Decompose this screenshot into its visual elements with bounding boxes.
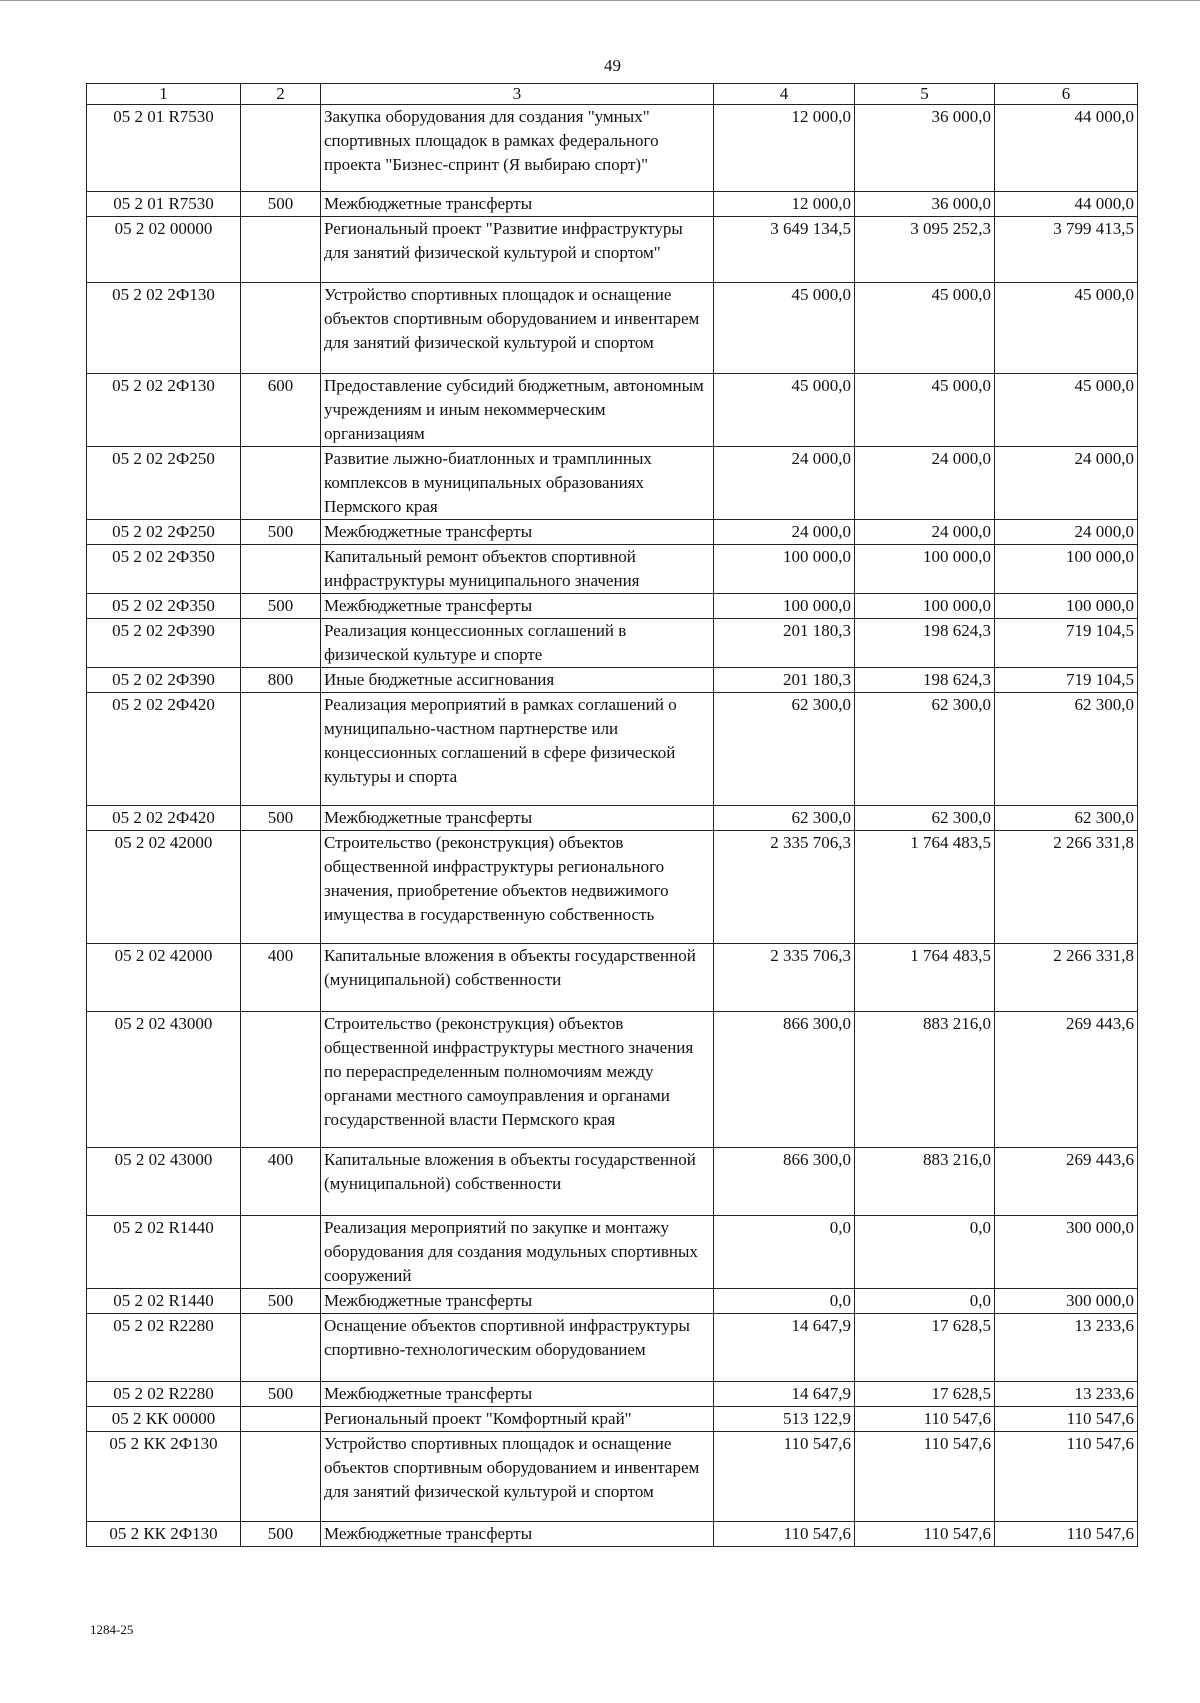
cell-kvr bbox=[241, 1012, 321, 1148]
cell-value-4: 0,0 bbox=[714, 1289, 855, 1314]
cell-kvr: 800 bbox=[241, 668, 321, 693]
cell-value-5: 24 000,0 bbox=[855, 447, 995, 520]
cell-code: 05 2 02 43000 bbox=[87, 1148, 241, 1216]
cell-value-5: 110 547,6 bbox=[855, 1522, 995, 1547]
cell-code: 05 2 02 2Ф390 bbox=[87, 668, 241, 693]
cell-kvr: 500 bbox=[241, 1382, 321, 1407]
cell-kvr: 400 bbox=[241, 944, 321, 1012]
cell-value-4: 2 335 706,3 bbox=[714, 831, 855, 944]
table-row bbox=[87, 668, 1138, 693]
cell-name: Развитие лыжно-биатлонных и трамплинных комплексов в муниципальных образованиях Пермского края bbox=[321, 447, 714, 520]
cell-value-5: 198 624,3 bbox=[855, 668, 995, 693]
header-row bbox=[87, 84, 1138, 105]
cell-value-4: 201 180,3 bbox=[714, 619, 855, 668]
cell-kvr: 600 bbox=[241, 374, 321, 447]
table-row bbox=[87, 1148, 1138, 1216]
cell-kvr: 500 bbox=[241, 520, 321, 545]
cell-value-4: 24 000,0 bbox=[714, 447, 855, 520]
cell-value-4: 62 300,0 bbox=[714, 806, 855, 831]
table-row bbox=[87, 447, 1138, 520]
cell-value-5: 100 000,0 bbox=[855, 545, 995, 594]
cell-code: 05 2 02 00000 bbox=[87, 217, 241, 283]
cell-value-6: 45 000,0 bbox=[995, 283, 1138, 374]
col-header-1: 1 bbox=[87, 84, 241, 105]
cell-value-4: 110 547,6 bbox=[714, 1522, 855, 1547]
cell-code: 05 2 02 R2280 bbox=[87, 1314, 241, 1382]
cell-value-5: 62 300,0 bbox=[855, 806, 995, 831]
cell-code: 05 2 02 42000 bbox=[87, 831, 241, 944]
cell-value-5: 3 095 252,3 bbox=[855, 217, 995, 283]
cell-value-6: 300 000,0 bbox=[995, 1216, 1138, 1289]
cell-name: Межбюджетные трансферты bbox=[321, 806, 714, 831]
cell-value-6: 300 000,0 bbox=[995, 1289, 1138, 1314]
cell-value-6: 100 000,0 bbox=[995, 545, 1138, 594]
cell-kvr: 500 bbox=[241, 806, 321, 831]
cell-value-6: 62 300,0 bbox=[995, 806, 1138, 831]
cell-value-6: 269 443,6 bbox=[995, 1012, 1138, 1148]
cell-code: 05 2 02 2Ф420 bbox=[87, 693, 241, 806]
cell-value-6: 719 104,5 bbox=[995, 619, 1138, 668]
cell-value-6: 44 000,0 bbox=[995, 192, 1138, 217]
cell-value-6: 110 547,6 bbox=[995, 1407, 1138, 1432]
cell-kvr: 500 bbox=[241, 192, 321, 217]
cell-name: Межбюджетные трансферты bbox=[321, 594, 714, 619]
cell-code: 05 2 КК 00000 bbox=[87, 1407, 241, 1432]
table-row bbox=[87, 831, 1138, 944]
cell-kvr bbox=[241, 831, 321, 944]
table-row bbox=[87, 374, 1138, 447]
cell-name: Региональный проект "Комфортный край" bbox=[321, 1407, 714, 1432]
cell-value-4: 513 122,9 bbox=[714, 1407, 855, 1432]
cell-value-6: 2 266 331,8 bbox=[995, 944, 1138, 1012]
col-header-3: 3 bbox=[321, 84, 714, 105]
table-row bbox=[87, 192, 1138, 217]
table-row bbox=[87, 545, 1138, 594]
col-header-5: 5 bbox=[855, 84, 995, 105]
cell-value-5: 45 000,0 bbox=[855, 374, 995, 447]
col-header-4: 4 bbox=[714, 84, 855, 105]
table-row bbox=[87, 1289, 1138, 1314]
cell-name: Строительство (реконструкция) объектов общественной инфраструктуры регионального значения, приобретение объектов недвижимого имущества в государственную собственность bbox=[321, 831, 714, 944]
cell-value-5: 0,0 bbox=[855, 1216, 995, 1289]
cell-value-4: 24 000,0 bbox=[714, 520, 855, 545]
cell-code: 05 2 01 R7530 bbox=[87, 192, 241, 217]
cell-kvr bbox=[241, 1432, 321, 1522]
cell-value-5: 100 000,0 bbox=[855, 594, 995, 619]
col-header-2: 2 bbox=[241, 84, 321, 105]
cell-value-4: 14 647,9 bbox=[714, 1382, 855, 1407]
cell-value-6: 110 547,6 bbox=[995, 1522, 1138, 1547]
cell-value-6: 62 300,0 bbox=[995, 693, 1138, 806]
document-code: 1284-25 bbox=[90, 1622, 134, 1637]
cell-kvr: 500 bbox=[241, 1522, 321, 1547]
cell-value-6: 24 000,0 bbox=[995, 520, 1138, 545]
cell-code: 05 2 02 R1440 bbox=[87, 1216, 241, 1289]
cell-code: 05 2 02 2Ф250 bbox=[87, 447, 241, 520]
table-row bbox=[87, 1407, 1138, 1432]
cell-code: 05 2 02 2Ф250 bbox=[87, 520, 241, 545]
cell-name: Закупка оборудования для создания "умных" спортивных площадок в рамках федерального проекта "Бизнес-спринт (Я выбираю спорт)" bbox=[321, 105, 714, 192]
cell-name: Межбюджетные трансферты bbox=[321, 192, 714, 217]
cell-value-6: 45 000,0 bbox=[995, 374, 1138, 447]
cell-kvr bbox=[241, 447, 321, 520]
cell-kvr bbox=[241, 105, 321, 192]
cell-kvr bbox=[241, 283, 321, 374]
cell-name: Межбюджетные трансферты bbox=[321, 520, 714, 545]
table-row bbox=[87, 283, 1138, 374]
table-row bbox=[87, 1012, 1138, 1148]
cell-value-4: 14 647,9 bbox=[714, 1314, 855, 1382]
cell-code: 05 2 02 R2280 bbox=[87, 1382, 241, 1407]
cell-code: 05 2 02 2Ф420 bbox=[87, 806, 241, 831]
cell-kvr bbox=[241, 619, 321, 668]
table-row bbox=[87, 594, 1138, 619]
cell-code: 05 2 02 2Ф350 bbox=[87, 594, 241, 619]
cell-name: Капитальные вложения в объекты государственной (муниципальной) собственности bbox=[321, 944, 714, 1012]
cell-name: Оснащение объектов спортивной инфраструктуры спортивно-технологическим оборудованием bbox=[321, 1314, 714, 1382]
cell-code: 05 2 02 2Ф130 bbox=[87, 283, 241, 374]
cell-value-6: 269 443,6 bbox=[995, 1148, 1138, 1216]
cell-kvr bbox=[241, 217, 321, 283]
table-row bbox=[87, 619, 1138, 668]
cell-value-6: 110 547,6 bbox=[995, 1432, 1138, 1522]
table-row bbox=[87, 105, 1138, 192]
cell-value-6: 2 266 331,8 bbox=[995, 831, 1138, 944]
cell-value-5: 0,0 bbox=[855, 1289, 995, 1314]
cell-value-6: 24 000,0 bbox=[995, 447, 1138, 520]
cell-name: Межбюджетные трансферты bbox=[321, 1382, 714, 1407]
table-row bbox=[87, 1432, 1138, 1522]
budget-table bbox=[86, 83, 1138, 1547]
cell-value-6: 13 233,6 bbox=[995, 1314, 1138, 1382]
table-row bbox=[87, 1382, 1138, 1407]
cell-kvr: 500 bbox=[241, 1289, 321, 1314]
cell-kvr bbox=[241, 1407, 321, 1432]
cell-value-5: 36 000,0 bbox=[855, 192, 995, 217]
table-body bbox=[87, 105, 1138, 1547]
cell-value-4: 100 000,0 bbox=[714, 545, 855, 594]
cell-kvr bbox=[241, 1216, 321, 1289]
cell-value-4: 866 300,0 bbox=[714, 1012, 855, 1148]
scan-edge bbox=[0, 0, 1200, 5]
cell-value-5: 883 216,0 bbox=[855, 1012, 995, 1148]
cell-name: Строительство (реконструкция) объектов общественной инфраструктуры местного значения по перераспределенным полномочиям между органами местного самоуправления и органами государственной власти Пермского края bbox=[321, 1012, 714, 1148]
cell-value-4: 62 300,0 bbox=[714, 693, 855, 806]
cell-value-4: 45 000,0 bbox=[714, 374, 855, 447]
cell-value-4: 866 300,0 bbox=[714, 1148, 855, 1216]
cell-value-6: 3 799 413,5 bbox=[995, 217, 1138, 283]
cell-name: Капитальные вложения в объекты государственной (муниципальной) собственности bbox=[321, 1148, 714, 1216]
cell-kvr: 500 bbox=[241, 594, 321, 619]
cell-code: 05 2 02 42000 bbox=[87, 944, 241, 1012]
cell-kvr bbox=[241, 545, 321, 594]
cell-code: 05 2 01 R7530 bbox=[87, 105, 241, 192]
cell-code: 05 2 02 2Ф390 bbox=[87, 619, 241, 668]
cell-code: 05 2 КК 2Ф130 bbox=[87, 1432, 241, 1522]
cell-value-5: 198 624,3 bbox=[855, 619, 995, 668]
cell-name: Межбюджетные трансферты bbox=[321, 1289, 714, 1314]
cell-name: Реализация концессионных соглашений в физической культуре и спорте bbox=[321, 619, 714, 668]
cell-kvr bbox=[241, 693, 321, 806]
cell-value-6: 100 000,0 bbox=[995, 594, 1138, 619]
cell-name: Капитальный ремонт объектов спортивной инфраструктуры муниципального значения bbox=[321, 545, 714, 594]
table-row bbox=[87, 693, 1138, 806]
page-number: 49 bbox=[604, 56, 621, 75]
cell-value-5: 36 000,0 bbox=[855, 105, 995, 192]
cell-value-6: 719 104,5 bbox=[995, 668, 1138, 693]
table-row bbox=[87, 1522, 1138, 1547]
cell-name: Предоставление субсидий бюджетным, автономным учреждениям и иным некоммерческим организациям bbox=[321, 374, 714, 447]
table-row bbox=[87, 1216, 1138, 1289]
cell-name: Устройство спортивных площадок и оснащение объектов спортивным оборудованием и инвентарем для занятий физической культурой и спортом bbox=[321, 283, 714, 374]
cell-code: 05 2 02 43000 bbox=[87, 1012, 241, 1148]
cell-value-4: 3 649 134,5 bbox=[714, 217, 855, 283]
table-row bbox=[87, 1314, 1138, 1382]
cell-value-5: 62 300,0 bbox=[855, 693, 995, 806]
table-row bbox=[87, 944, 1138, 1012]
cell-name: Реализация мероприятий по закупке и монтажу оборудования для создания модульных спортивных сооружений bbox=[321, 1216, 714, 1289]
cell-value-5: 17 628,5 bbox=[855, 1382, 995, 1407]
cell-value-5: 110 547,6 bbox=[855, 1432, 995, 1522]
cell-value-4: 201 180,3 bbox=[714, 668, 855, 693]
cell-value-4: 0,0 bbox=[714, 1216, 855, 1289]
table-row bbox=[87, 520, 1138, 545]
cell-name: Межбюджетные трансферты bbox=[321, 1522, 714, 1547]
cell-value-6: 44 000,0 bbox=[995, 105, 1138, 192]
cell-value-5: 883 216,0 bbox=[855, 1148, 995, 1216]
cell-value-4: 2 335 706,3 bbox=[714, 944, 855, 1012]
cell-value-5: 110 547,6 bbox=[855, 1407, 995, 1432]
cell-code: 05 2 КК 2Ф130 bbox=[87, 1522, 241, 1547]
cell-kvr: 400 bbox=[241, 1148, 321, 1216]
cell-value-4: 12 000,0 bbox=[714, 192, 855, 217]
cell-value-5: 24 000,0 bbox=[855, 520, 995, 545]
table-row bbox=[87, 217, 1138, 283]
cell-value-4: 45 000,0 bbox=[714, 283, 855, 374]
cell-value-4: 110 547,6 bbox=[714, 1432, 855, 1522]
cell-value-5: 45 000,0 bbox=[855, 283, 995, 374]
cell-kvr bbox=[241, 1314, 321, 1382]
cell-value-5: 17 628,5 bbox=[855, 1314, 995, 1382]
cell-code: 05 2 02 2Ф350 bbox=[87, 545, 241, 594]
cell-value-6: 13 233,6 bbox=[995, 1382, 1138, 1407]
cell-name: Реализация мероприятий в рамках соглашений о муниципально-частном партнерстве или концессионных соглашений в сфере физической культуры и спорта bbox=[321, 693, 714, 806]
cell-value-5: 1 764 483,5 bbox=[855, 944, 995, 1012]
cell-name: Иные бюджетные ассигнования bbox=[321, 668, 714, 693]
cell-value-4: 100 000,0 bbox=[714, 594, 855, 619]
cell-value-4: 12 000,0 bbox=[714, 105, 855, 192]
cell-code: 05 2 02 2Ф130 bbox=[87, 374, 241, 447]
cell-name: Устройство спортивных площадок и оснащение объектов спортивным оборудованием и инвентарем для занятий физической культурой и спортом bbox=[321, 1432, 714, 1522]
cell-code: 05 2 02 R1440 bbox=[87, 1289, 241, 1314]
cell-value-5: 1 764 483,5 bbox=[855, 831, 995, 944]
col-header-6: 6 bbox=[995, 84, 1138, 105]
cell-name: Региональный проект "Развитие инфраструктуры для занятий физической культурой и спортом" bbox=[321, 217, 714, 283]
table-row bbox=[87, 806, 1138, 831]
